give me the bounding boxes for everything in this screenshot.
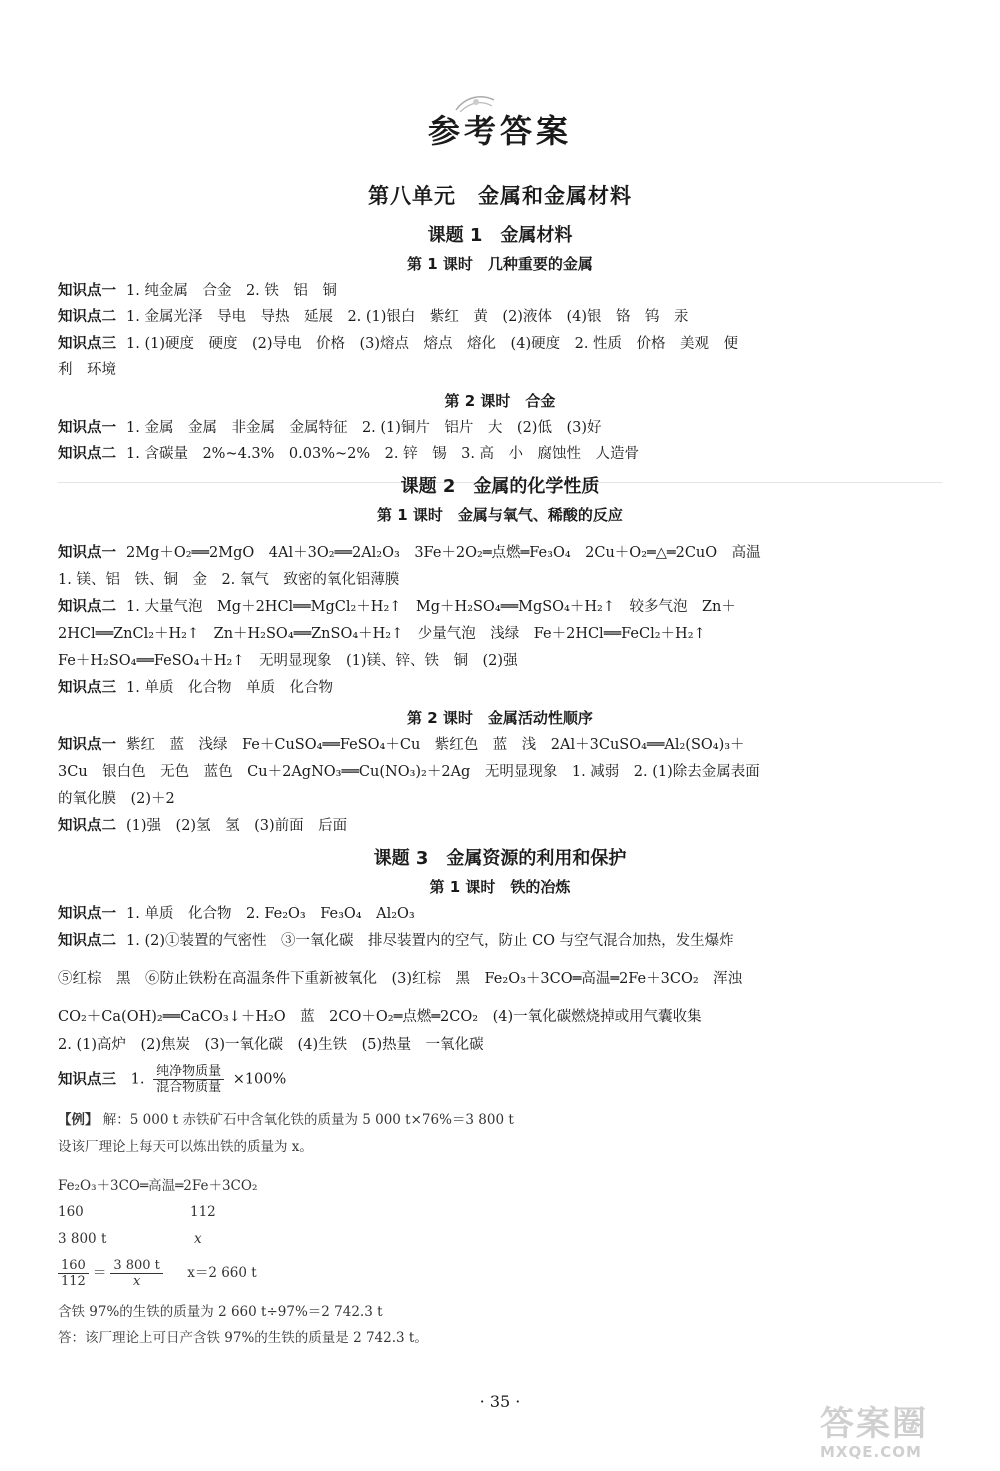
- knowledge-point-label: 知识点一: [58, 737, 116, 753]
- fraction-numerator: 纯净物质量: [153, 1064, 224, 1080]
- knowledge-point-label: 知识点三: [58, 1071, 116, 1088]
- knowledge-point-label: 知识点二: [58, 933, 116, 949]
- knowledge-point-label: 知识点一: [58, 283, 116, 299]
- knowledge-point-line: [58, 306, 938, 328]
- knowledge-point-label: 知识点三: [58, 680, 116, 696]
- knowledge-point-line: [58, 417, 938, 439]
- knowledge-point-line: [58, 903, 938, 925]
- session-title: 第 1 课时 铁的冶炼: [429, 878, 571, 896]
- watermark-sub: MXQE.COM: [820, 1443, 922, 1461]
- unknown-value: x: [194, 1231, 202, 1247]
- knowledge-point-line: [58, 930, 938, 952]
- continuation-line: 2. (1)高炉 (2)焦炭 (3)一氧化碳 (4)生铁 (5)热量 一氧化碳: [58, 1037, 484, 1053]
- answer-text: 2Mg＋O₂══2MgO 4Al＋3O₂══2Al₂O₃ 3Fe＋2O₂═点燃═Fe₃O₄ 2Cu＋O₂═△═2CuO 高温: [126, 545, 761, 561]
- continuation-line: CO₂＋Ca(OH)₂══CaCO₃↓＋H₂O 蓝 2CO＋O₂═点燃═2CO₂ (4)一氧化碳燃烧掉或用气囊收集: [58, 1009, 702, 1025]
- knowledge-point-line: [58, 815, 938, 837]
- continuation-line: ⑤红棕 黑 ⑥防止铁粉在高温条件下重新被氧化 (3)红棕 黑 Fe₂O₃＋3CO═高温═2Fe＋3CO₂ 浑浊: [58, 971, 743, 987]
- watermark-logo: [820, 1405, 990, 1465]
- knowledge-point-line: [58, 734, 938, 756]
- knowledge-point-line: [58, 677, 938, 699]
- continuation-line: 1. 镁、铝 铁、铜 金 2. 氧气 致密的氧化铝薄膜: [58, 572, 400, 588]
- page-number: · 35 ·: [479, 1392, 521, 1411]
- knowledge-point-line: [58, 542, 938, 564]
- ratio-numerator-2: 3 800 t: [110, 1258, 163, 1274]
- answer-text: 1. 含碳量 2%~4.3% 0.03%~2% 2. 锌 锡 3. 高 小 腐蚀性 人造骨: [126, 446, 640, 462]
- continuation-line: 2HCl══ZnCl₂＋H₂↑ Zn＋H₂SO₄══ZnSO₄＋H₂↑ 少量气泡 浅绿 Fe＋2HCl══FeCl₂＋H₂↑: [58, 626, 706, 642]
- knowledge-point-line: [58, 333, 938, 355]
- session-title: 第 1 课时 金属与氧气、稀酸的反应: [377, 506, 623, 524]
- continuation-line: Fe＋H₂SO₄══FeSO₄＋H₂↑ 无明显现象 (1)镁、锌、铁 铜 (2)强: [58, 653, 518, 669]
- example-solution-line: [58, 1110, 514, 1130]
- answer-text: 紫红 蓝 浅绿 Fe＋CuSO₄══FeSO₄＋Cu 紫红色 蓝 浅 2Al＋3CuSO₄══Al₂(SO₄)₃＋: [126, 737, 745, 753]
- fraction-denominator: 混合物质量: [156, 1080, 222, 1095]
- known-value: 3 800 t: [58, 1231, 107, 1247]
- answer-text: (1)强 (2)氢 氢 (3)前面 后面: [126, 818, 348, 834]
- molar-mass-1: 160: [58, 1204, 84, 1220]
- example-equation: Fe₂O₃＋3CO═高温═2Fe＋3CO₂: [58, 1178, 258, 1194]
- answer-text: 1. (2)①装置的气密性 ③一氧化碳 排尽装置内的空气，防止 CO 与空气混合加热，发生爆炸: [126, 933, 734, 949]
- session-title: 第 2 课时 金属活动性顺序: [407, 709, 593, 727]
- ratio-denominator-1: 112: [61, 1274, 86, 1289]
- watermark-main: 答案圈: [820, 1404, 928, 1444]
- answer-text: 1.: [130, 1071, 145, 1088]
- knowledge-point-label: 知识点二: [58, 309, 116, 325]
- answer-line: 答：该厂理论上可日产含铁 97%的生铁的质量是 2 742.3 t。: [58, 1330, 428, 1346]
- ratio-line: [54, 1258, 257, 1289]
- example-label: 【例】: [58, 1112, 99, 1128]
- knowledge-point-label: 知识点三: [58, 336, 116, 352]
- unit-title: 第八单元 金属和金属材料: [368, 184, 632, 208]
- pig-iron-line: 含铁 97%的生铁的质量为 2 660 t÷97%＝2 742.3 t: [58, 1304, 383, 1320]
- knowledge-point-line: [58, 596, 938, 618]
- knowledge-point-label: 知识点一: [58, 420, 116, 436]
- ratio-numerator-1: 160: [58, 1258, 89, 1274]
- ratio-result: x＝2 660 t: [187, 1265, 257, 1281]
- fraction-suffix: ×100%: [232, 1071, 287, 1088]
- session-title: 第 2 课时 合金: [444, 392, 556, 410]
- session-title: 第 1 课时 几种重要的金属: [407, 255, 593, 273]
- lesson-title: 课题 1 金属材料: [427, 225, 573, 246]
- ratio-equals: ＝: [92, 1265, 107, 1281]
- answer-text: 1. (1)硬度 硬度 (2)导电 价格 (3)熔点 熔点 熔化 (4)硬度 2. 性质 价格 美观 便: [126, 336, 739, 352]
- page-title: 参考答案: [427, 112, 572, 150]
- ratio-fraction-1: [58, 1258, 89, 1289]
- answer-text: 1. 纯金属 合金 2. 铁 铝 铜: [126, 283, 337, 299]
- knowledge-point-label: 知识点一: [58, 545, 116, 561]
- ratio-fraction-2: [110, 1258, 163, 1289]
- continuation-line: 3Cu 银白色 无色 蓝色 Cu＋2AgNO₃══Cu(NO₃)₂＋2Ag 无明显现象 1. 减弱 2. (1)除去金属表面: [58, 764, 760, 780]
- lesson-title: 课题 3 金属资源的利用和保护: [373, 848, 627, 869]
- answer-text: 1. 金属光泽 导电 导热 延展 2. (1)银白 紫红 黄 (2)液体 (4)银 铬 钨 汞: [126, 309, 689, 325]
- molar-mass-2: 112: [190, 1204, 216, 1220]
- knowledge-point-line: [58, 280, 938, 302]
- knowledge-point-label: 知识点一: [58, 906, 116, 922]
- knowledge-point-line: [58, 1064, 938, 1095]
- answer-text: 1. 金属 金属 非金属 金属特征 2. (1)铜片 铝片 大 (2)低 (3)好: [126, 420, 602, 436]
- answer-text: 1. 大量气泡 Mg＋2HCl══MgCl₂＋H₂↑ Mg＋H₂SO₄══MgSO₄＋H₂↑ 较多气泡 Zn＋: [126, 599, 736, 615]
- knowledge-point-label: 知识点二: [58, 599, 116, 615]
- ratio-denominator-2: x: [132, 1274, 141, 1289]
- example-solution: 解：5 000 t 赤铁矿石中含氧化铁的质量为 5 000 t×76%＝3 800 t: [102, 1112, 514, 1128]
- knowledge-point-label: 知识点二: [58, 446, 116, 462]
- answer-text: 1. 单质 化合物 2. Fe₂O₃ Fe₃O₄ Al₂O₃: [126, 906, 415, 922]
- example-let-line: 设该厂理论上每天可以炼出铁的质量为 x。: [58, 1139, 313, 1155]
- continuation-line: 的氧化膜 (2)＋2: [58, 791, 175, 807]
- lesson-title: 课题 2 金属的化学性质: [400, 476, 600, 497]
- purity-fraction: [153, 1064, 224, 1095]
- knowledge-point-label: 知识点二: [58, 818, 116, 834]
- knowledge-point-line: [58, 443, 938, 465]
- continuation-line: 利 环境: [58, 362, 116, 378]
- answer-text: 1. 单质 化合物 单质 化合物: [126, 680, 333, 696]
